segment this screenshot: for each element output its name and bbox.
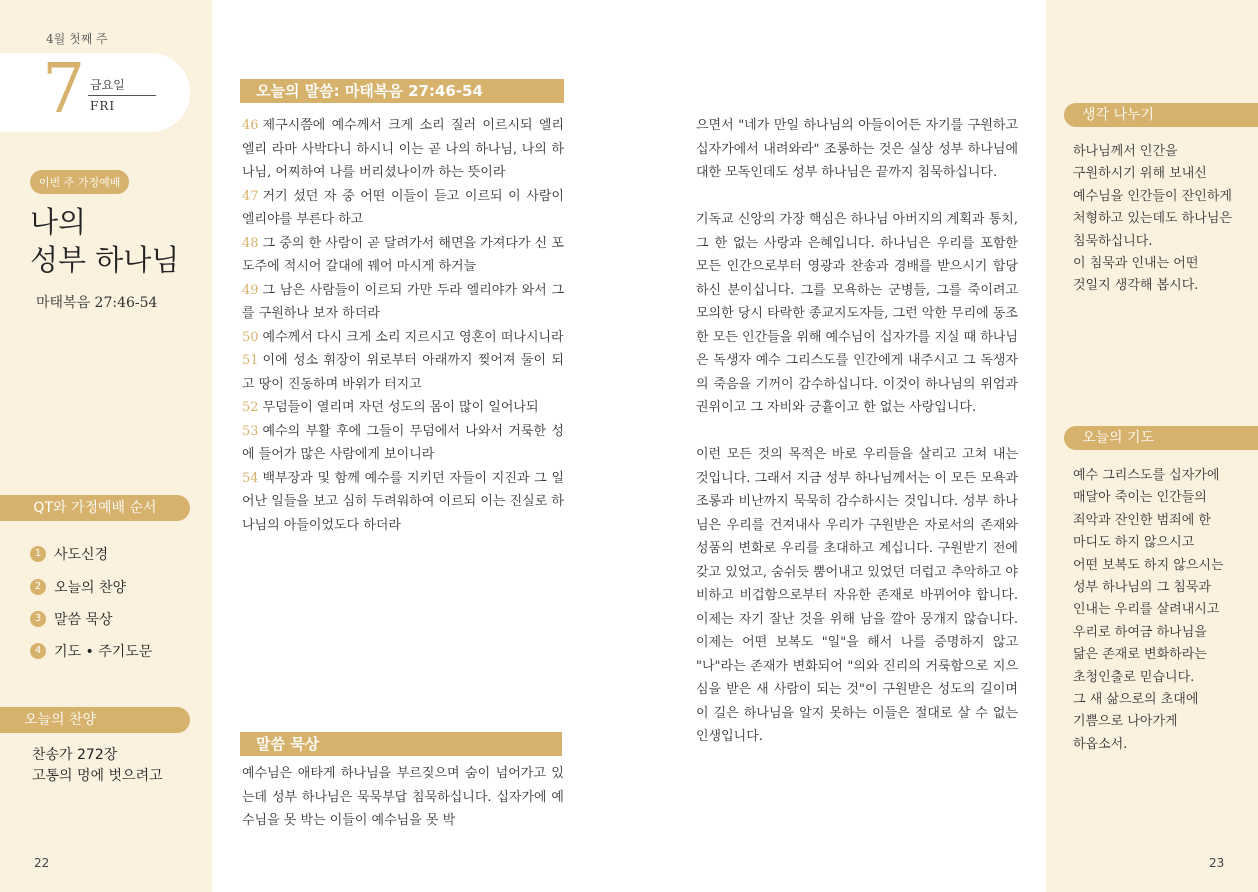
prayer-line: 어떤 보복도 하지 않으시는 xyxy=(1073,557,1224,573)
verse-text: 그 중의 한 사람이 곧 달려가서 해면을 가져다가 신 포도주에 적시어 갈대에 꿰어 마시게 하거늘 xyxy=(242,235,564,274)
order-item-label: 사도신경 xyxy=(54,547,109,563)
share-text xyxy=(1073,141,1248,298)
prayer-line: 매달아 죽이는 인간들의 xyxy=(1073,490,1207,506)
hymn-title: 고통의 멍에 벗으려고 xyxy=(32,768,163,784)
prayer-line: 인내는 우리를 살려내시고 xyxy=(1073,602,1220,618)
verse-text: 제구시쯤에 예수께서 크게 소리 질러 이르시되 엘리 엘리 라마 사박다니 하시니 이는 곧 나의 하나님, 나의 하나님, 어찌하여 나를 버리셨나이까 하는 뜻이라 xyxy=(242,118,564,180)
verse-text: 무덤들이 열리며 자던 성도의 몸이 많이 일어나되 xyxy=(262,400,539,415)
prayer-line: 우리로 하여금 하나님을 xyxy=(1073,624,1207,640)
order-item-label: 오늘의 찬양 xyxy=(54,580,127,596)
hymn-info xyxy=(32,745,163,787)
verse-text: 예수의 부활 후에 그들이 무덤에서 나와서 거룩한 성에 들어가 많은 사람에게 보이니라 xyxy=(242,423,564,462)
verse-number: 52 xyxy=(242,400,259,415)
family-worship-badge: 이번 주 가정예배 xyxy=(30,170,129,194)
verse-text: 거기 섰던 자 중 어떤 이들이 듣고 이르되 이 사람이 엘리야를 부른다 하고 xyxy=(242,188,564,227)
prayer-text xyxy=(1073,465,1248,756)
day-english: FRI xyxy=(90,99,116,113)
page-title-line-2: 성부 하나님 xyxy=(30,243,180,277)
meditation-heading: 말씀 묵상 xyxy=(240,732,562,756)
number-circle: 1 xyxy=(30,546,46,562)
prayer-line: 마디도 하지 않으시고 xyxy=(1073,535,1195,551)
hymn-heading: 오늘의 찬양 xyxy=(0,707,190,733)
page-number-left: 22 xyxy=(34,856,50,870)
prayer-line: 죄악과 잔인한 범죄에 한 xyxy=(1073,512,1211,528)
verse xyxy=(242,232,564,279)
verse-number: 48 xyxy=(242,235,259,251)
hymn-number: 찬송가 272장 xyxy=(32,747,118,763)
verse xyxy=(242,326,564,350)
verse-number: 47 xyxy=(242,188,259,204)
share-line: 처형하고 있는데도 하나님은 xyxy=(1073,211,1232,227)
verse-text: 백부장과 및 함께 예수를 지키던 자들이 지진과 그 일어난 일들을 보고 심히 두려워하여 이르되 이는 진실로 하나님의 아들이었도다 하더라 xyxy=(242,470,564,533)
page-title-line-1: 나의 xyxy=(30,205,87,239)
share-line: 구원하시기 위해 보내신 xyxy=(1073,166,1207,182)
todays-word-heading: 오늘의 말씀: 마태복음 27:46-54 xyxy=(240,79,564,103)
verse-text: 그 남은 사람들이 이르되 가만 두라 엘리야가 와서 그를 구원하나 보자 하더라 xyxy=(242,282,564,321)
prayer-line: 초청인출로 믿습니다. xyxy=(1073,669,1195,685)
verse-text: 이에 성소 휘장이 위로부터 아래까지 찢어져 둘이 되고 땅이 진동하며 바위가 터지고 xyxy=(242,353,564,392)
share-line: 것일지 생각해 봅시다. xyxy=(1073,278,1199,294)
order-heading: QT와 가정예배 순서 xyxy=(0,495,190,521)
order-item-label: 말씀 묵상 xyxy=(54,612,113,628)
order-item-label: 기도 • 주기도문 xyxy=(54,644,153,660)
verse-list xyxy=(242,114,564,537)
verse xyxy=(242,279,564,326)
verse xyxy=(242,114,564,185)
scripture-reference: 마태복음 27:46-54 xyxy=(36,295,158,311)
prayer-line: 예수 그리스도를 십자가에 xyxy=(1073,468,1220,483)
meditation-continued xyxy=(696,114,1018,772)
share-line: 예수님을 인간들이 잔인하게 xyxy=(1073,188,1232,204)
meditation-paragraph: 이런 모든 것의 목적은 바로 우리들을 살리고 고쳐 내는 것입니다. 그래서 지금 성부 하나님께서는 이 모든 모욕과 조롱과 비난까지 묵묵히 감수하시는 것입니다. 성부 하나님은 우리를 건져내사 우리가 구원받은 자로서의 존재와 성품의 변화로 우리를 초대하고 계십니다. 구원받기 전에 갖고 있었고, 숨쉬듯 뿜어내고 있었던 더럽고 추악하고 야비하고 비겁함으로부터 자유한 존재로 바뀌어야 합니다. 이제는 자기 잘난 것을 위해 남을 깔아 뭉개지 않습니다. 이제는 어떤 보복도 "일"을 해서 나를 증명하지 않고 "나"라는 존재가 변화되어 "의와 진리의 거룩함으로 지으심을 받은 새 사람이 되는 것"이 구원받은 성도의 길이며 이 길은 하나님을 알지 못하는 이들은 절대로 살 수 없는 인생입니다. xyxy=(696,447,1018,744)
order-item xyxy=(30,641,152,661)
verse-text: 예수께서 다시 크게 소리 지르시고 영혼이 떠나시니라 xyxy=(262,329,564,345)
order-item xyxy=(30,544,108,564)
verse xyxy=(242,467,564,538)
verse xyxy=(242,420,564,467)
number-circle: 4 xyxy=(30,643,46,659)
verse xyxy=(242,349,564,396)
share-line: 하나님께서 인간을 xyxy=(1073,144,1178,159)
verse-number: 50 xyxy=(242,329,259,345)
day-number: 7 xyxy=(42,50,86,129)
prayer-heading: 오늘의 기도 xyxy=(1064,426,1258,450)
share-line: 이 침묵과 인내는 어떤 xyxy=(1073,256,1199,272)
verse xyxy=(242,396,564,420)
verse-number: 54 xyxy=(242,470,259,486)
prayer-line: 그 새 삶으로의 초대에 xyxy=(1073,692,1199,708)
verse-number: 53 xyxy=(242,423,259,439)
order-item xyxy=(30,577,126,597)
page-number-right: 23 xyxy=(1209,856,1225,870)
number-circle: 2 xyxy=(30,579,46,595)
day-korean: 금요일 xyxy=(90,78,125,92)
verse-number: 51 xyxy=(242,353,259,368)
prayer-line: 기쁨으로 나아가게 xyxy=(1073,714,1178,730)
page-title xyxy=(30,203,179,279)
verse-number: 46 xyxy=(242,118,259,133)
prayer-line: 닮은 존재로 변화하라는 xyxy=(1073,647,1207,663)
meditation-intro: 예수님은 애타게 하나님을 부르짖으며 숨이 넘어가고 있는데 성부 하나님은 묵묵부답 침묵하십니다. 십자가에 예수님을 못 박는 이들이 예수님을 못 박 xyxy=(242,766,564,828)
share-heading: 생각 나누기 xyxy=(1064,103,1258,127)
verse-number: 49 xyxy=(242,282,259,298)
day-divider xyxy=(88,95,156,96)
week-label: 4월 첫째 주 xyxy=(46,32,108,46)
prayer-line: 성부 하나님의 그 침묵과 xyxy=(1073,580,1211,596)
verse xyxy=(242,185,564,232)
number-circle: 3 xyxy=(30,611,46,627)
meditation-paragraph: 으면서 "네가 만일 하나님의 아들이어든 자기를 구원하고 십자가에서 내려와라" 조롱하는 것은 실상 성부 하나님에 대한 모독인데도 성부 하나님은 끝까지 침묵하십니다. xyxy=(696,118,1018,180)
meditation-paragraph: 기독교 신앙의 가장 핵심은 하나님 아버지의 계획과 통치, 그 한 없는 사랑과 은혜입니다. 하나님은 우리를 포함한 모든 인간으로부터 영광과 찬송과 경배를 받으시기 합당하신 분이십니다. 그를 모욕하는 군병들, 그를 죽이려고 모의한 당시 타락한 종교지도자들, 그런 악한 무리에 동조한 모든 인간들을 위해 예수님이 십자가를 지실 때 하나님은 독생자 예수 그리스도를 인간에게 내주시고 그 독생자의 죽음을 기꺼이 감수하십니다. 이것이 하나님의 위엄과 권위이고 그 자비와 긍휼이고 한 없는 사랑입니다. xyxy=(696,212,1018,415)
prayer-line: 하옵소서. xyxy=(1073,736,1128,752)
order-item xyxy=(30,609,113,629)
share-line: 침묵하십니다. xyxy=(1073,233,1153,249)
